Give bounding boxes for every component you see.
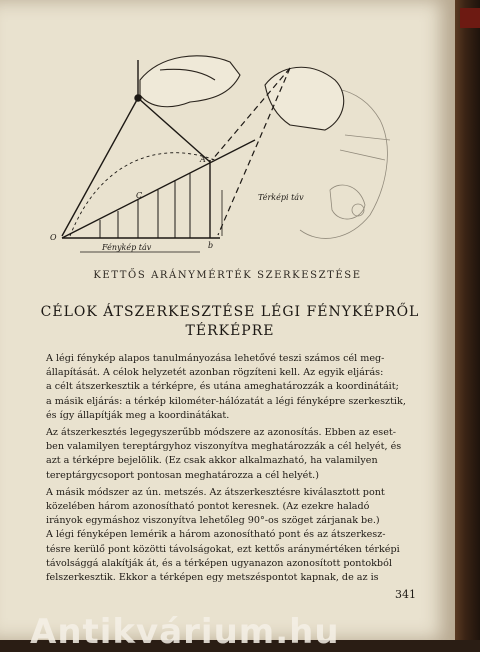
text-line: tésre kerülő pont közötti távolságokat, ezt kettős aránymértéken térképi: [46, 543, 400, 555]
watermark: Antikvárium.hu: [30, 612, 340, 652]
text-line: és így állapítják meg a koordinátákat.: [46, 409, 230, 421]
heading-line-2: TÉRKÉPRE: [185, 323, 275, 339]
double-scale-figure: [40, 40, 420, 265]
text-line: azt a térképre bejelölik. (Ez csak akkor alkalmazható, ha valamilyen: [46, 455, 378, 467]
paragraph-2: [34, 426, 430, 483]
text-line: A légi fénykép alapos tanulmányozása lehetővé teszi számos cél meg-: [46, 353, 385, 364]
label-b: b: [208, 241, 214, 250]
label-c: C: [136, 191, 143, 200]
bookmark-tab: [460, 8, 480, 28]
text-line: a másik eljárás: a térkép kilométer-hálózatát a légi fényképre szerkesztik,: [46, 395, 406, 407]
figure-caption: KETTŐS ARÁNYMÉRTÉK SZERKESZTÉSE: [93, 270, 362, 281]
paragraph-3: [34, 486, 430, 585]
heading-line-1: CÉLOK ÁTSZERKESZTÉSE LÉGI FÉNYKÉPRŐL: [40, 304, 420, 320]
page-number: 341: [395, 588, 416, 601]
paragraph-1: [34, 352, 430, 423]
label-terkepi-tav: Térképi táv: [258, 193, 304, 202]
text-line: közelében három azonosítható pontot keresnek. (Az ezekre haladó: [46, 501, 370, 513]
body-text: [34, 352, 430, 588]
text-line: irányok egymáshoz viszonyítva lehetőleg 90°-os szöget zárjanak be.): [46, 515, 380, 527]
figure-drawing: [40, 40, 420, 265]
left-hand-drawing: [140, 56, 240, 107]
text-line: állapítását. A célok helyzetét azonban rögzíteni kell. Az egyik eljárás:: [46, 367, 384, 379]
text-line: ben valamilyen tereptárgyhoz viszonyítva meghatározzák a cél helyét, és: [46, 441, 402, 453]
text-line: a célt átszerkesztik a térképre, és utána ameghatározzák a koordinátáit;: [46, 381, 399, 393]
label-o: O: [50, 233, 57, 242]
vertical-ticks: [100, 173, 190, 238]
book-spine-edge: [455, 0, 480, 640]
text-line: felszerkesztik. Ekkor a térképen egy metszéspontot kapnak, de az is: [46, 572, 379, 584]
text-line: távolsággá alakítják át, és a térképen ugyanazon azonosított pontokból: [46, 557, 392, 569]
section-heading: [30, 303, 430, 341]
text-line: A másik módszer az ún. metszés. Az átszerkesztésre kiválasztott pont: [46, 486, 385, 498]
text-line: A légi fényképen lemérik a három azonosítható pont és az átszerkesz-: [46, 529, 386, 541]
label-fenykep-tav: Fénykép táv: [102, 243, 152, 252]
text-line: tereptárgycsoport pontosan meghatározza a cél helyét.): [46, 469, 319, 481]
label-a: A: [200, 155, 206, 164]
text-line: Az átszerkesztés legegyszerűbb módszere az azonosítás. Ebben az eset-: [46, 427, 396, 439]
